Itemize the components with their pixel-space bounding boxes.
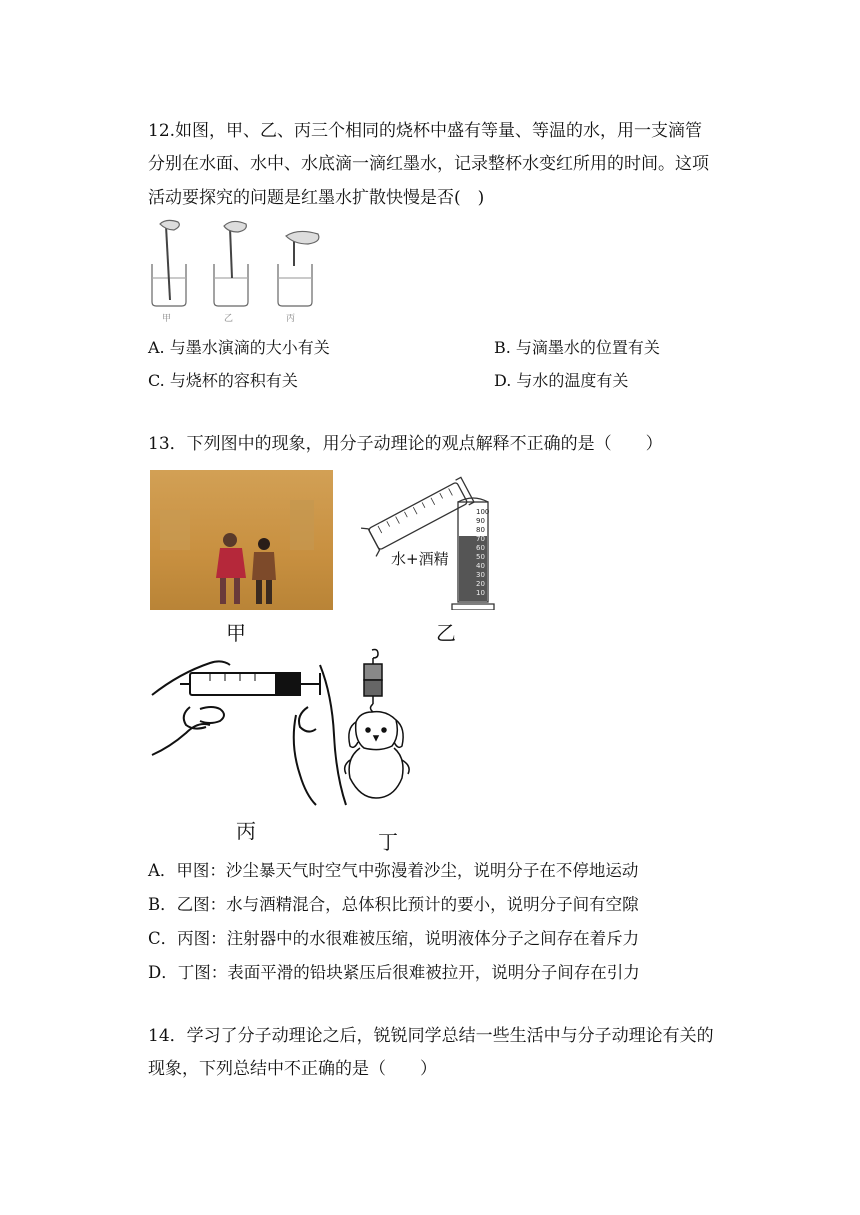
q13-option-c: C．丙图：注射器中的水很难被压缩，说明液体分子之间存在着斥力 — [148, 929, 640, 948]
q13-fig-label-jia: 甲 — [226, 621, 246, 645]
q13-fig-label-yi: 乙 — [436, 621, 456, 645]
q13-fig-label-ding: 丁 — [378, 830, 398, 854]
q12-stem-line-1: 12.如图，甲、乙、丙三个相同的烧杯中盛有等量、等温的水，用一支滴管 — [148, 121, 703, 141]
q13-fig-label-bing: 丙 — [236, 819, 256, 843]
q12-fig-label-2: 乙 — [224, 314, 234, 324]
cylinder-tick-label: 10 — [476, 589, 485, 597]
cylinder-label: 水+酒精 — [391, 550, 449, 568]
q12-stem-line-2: 分别在水面、水中、水底滴一滴红墨水，记录整杯水变红所用的时间。这项 — [148, 154, 709, 174]
cylinder-tick-label: 100 — [476, 508, 490, 516]
q12-option-d: D. 与水的温度有关 — [494, 371, 629, 390]
cylinder-tick-label: 80 — [476, 526, 485, 534]
q13-option-d: D．丁图：表面平滑的铅块紧压后很难被拉开，说明分子间存在引力 — [148, 963, 640, 982]
q12-option-b: B. 与滴墨水的位置有关 — [494, 338, 660, 357]
q12-fig-label-1: 甲 — [162, 314, 172, 324]
q13-stem: 13．下列图中的现象，用分子动理论的观点解释不正确的是（ ） — [148, 434, 663, 454]
cylinder-tick-label: 50 — [476, 553, 485, 561]
beakers-dropper-figure — [148, 216, 338, 326]
q12-fig-label-3: 丙 — [286, 314, 296, 324]
q12-option-a: A. 与墨水演滴的大小有关 — [148, 338, 330, 357]
cylinder-tick-label: 40 — [476, 562, 485, 570]
cylinder-tick-label: 90 — [476, 517, 485, 525]
lead-blocks-toy-figure — [340, 648, 420, 820]
q14-stem-line-2: 现象，下列总结中不正确的是（ ） — [148, 1059, 437, 1079]
graduated-cylinder-figure — [358, 466, 500, 610]
cylinder-tick-label: 70 — [476, 535, 485, 543]
cylinder-tick-label: 20 — [476, 580, 485, 588]
q13-option-b: B．乙图：水与酒精混合，总体积比预计的要小，说明分子间有空隙 — [148, 895, 639, 914]
q13-option-a: A．甲图：沙尘暴天气时空气中弥漫着沙尘，说明分子在不停地运动 — [148, 861, 639, 880]
q12-stem-line-3: 活动要探究的问题是红墨水扩散快慢是否( ) — [148, 188, 485, 208]
q12-option-c: C. 与烧杯的容积有关 — [148, 371, 298, 390]
cylinder-tick-label: 30 — [476, 571, 485, 579]
q14-stem-line-1: 14．学习了分子动理论之后，锐锐同学总结一些生活中与分子动理论有关的 — [148, 1026, 714, 1046]
syringe-hands-figure — [150, 655, 360, 815]
cylinder-tick-label: 60 — [476, 544, 485, 552]
sandstorm-photo — [150, 470, 333, 610]
